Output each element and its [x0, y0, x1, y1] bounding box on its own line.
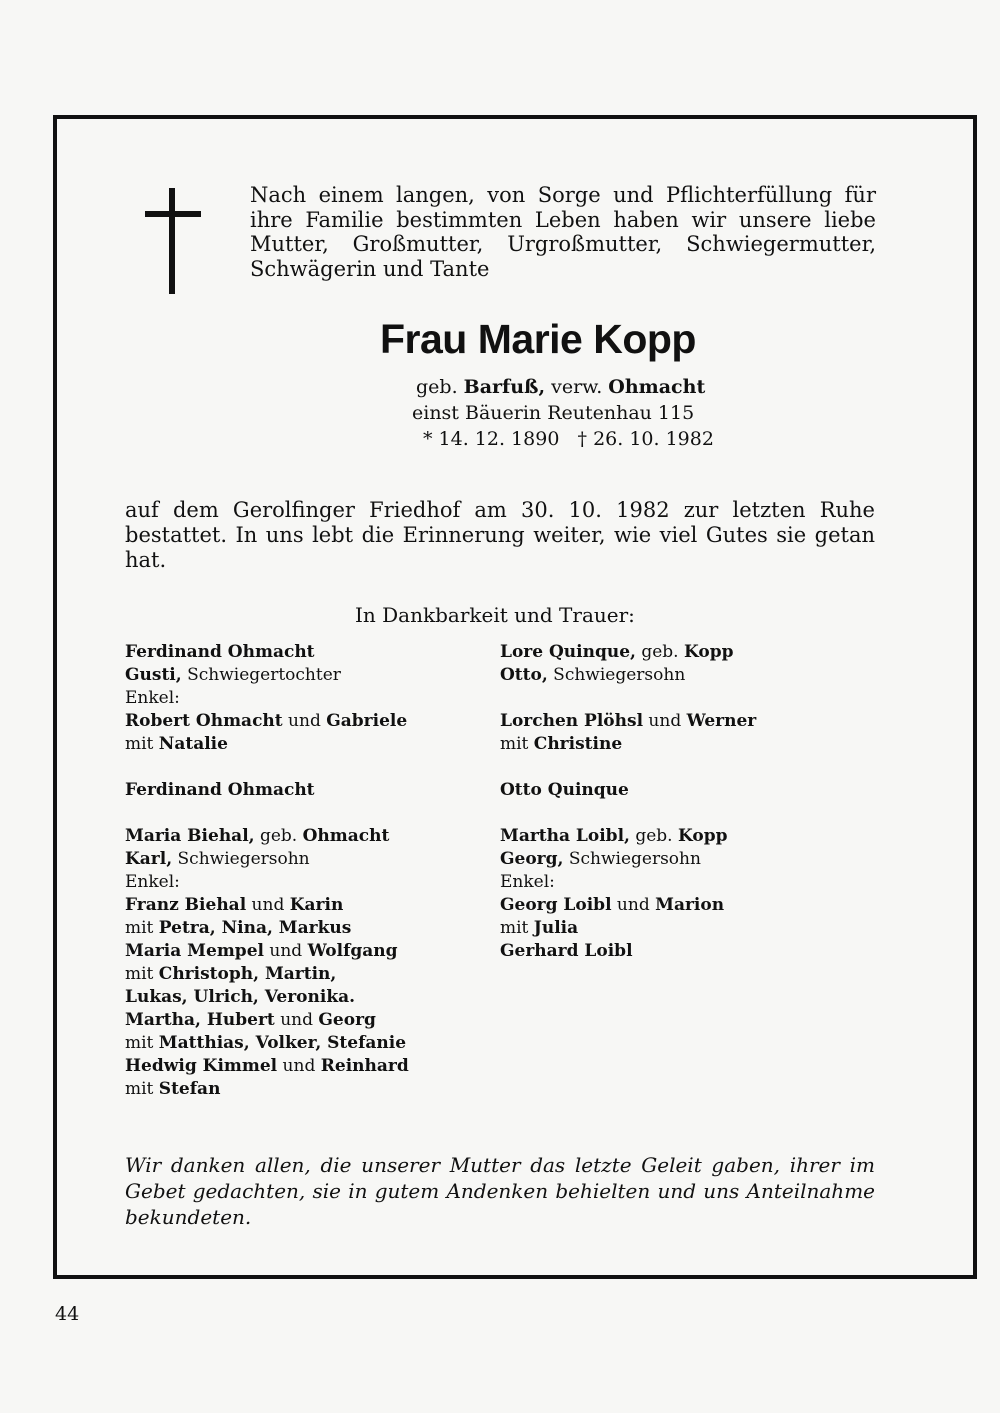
mourner-line: [500, 664, 830, 687]
mourner-line: [500, 894, 830, 917]
mourner-text: und: [643, 711, 687, 731]
mourner-line: [125, 1078, 455, 1101]
born-prefix: geb.: [416, 376, 458, 398]
mourner-text: und: [277, 1056, 321, 1076]
mourner-name: Robert Ohmacht: [125, 711, 283, 731]
intro-text: Nach einem langen, von Sorge und Pflichterfüllung für ihre Familie bestimmten Leben haben wir unsere liebe Mutter, Großmutter, Urgroßmutter, Schwiegermutter, Schwägerin und Tante: [250, 183, 876, 281]
mourner-line: [125, 1032, 455, 1055]
mourner-name: Lore Quinque,: [500, 642, 636, 662]
mourner-name: Reinhard: [320, 1056, 409, 1076]
mourner-name: Karl,: [125, 849, 173, 869]
spacer: [500, 687, 830, 710]
mourner-name: Kopp: [684, 642, 734, 662]
spacer: [125, 802, 455, 825]
mourner-line: [500, 871, 830, 894]
mourner-name: Wolfgang: [307, 941, 398, 961]
mourner-name: Petra, Nina, Markus: [158, 918, 352, 938]
mourner-line: [500, 825, 830, 848]
mourner-name: Gabriele: [326, 711, 408, 731]
spacer: [500, 802, 830, 825]
mourner-text: mit: [125, 734, 159, 754]
birth-name: Barfuß,: [463, 376, 546, 398]
mourner-text: und: [263, 941, 308, 961]
mourner-name: Lorchen Plöhsl: [500, 711, 644, 731]
mourner-line: [500, 848, 830, 871]
mourner-text: und: [274, 1010, 319, 1030]
mourner-name: Martha Loibl,: [500, 826, 630, 846]
mourner-text: Enkel:: [125, 872, 180, 892]
mourner-line: [125, 687, 455, 710]
mourner-line: [125, 963, 455, 986]
mourner-line: [125, 871, 455, 894]
mourner-name: Kopp: [678, 826, 728, 846]
mourner-name: Martha, Hubert: [125, 1010, 275, 1030]
mourner-name: Hedwig Kimmel: [125, 1056, 278, 1076]
mourner-name: Maria Biehal,: [125, 826, 255, 846]
burial-text: auf dem Gerolfinger Friedhof am 30. 10. 1982 zur letzten Ruhe bestattet. In uns lebt die Erinnerung weiter, wie viel Gutes sie getan hat.: [125, 498, 875, 572]
mourner-line: [500, 779, 830, 802]
mourner-line: [500, 710, 830, 733]
mourner-text: mit: [125, 1079, 159, 1099]
closing-thanks: Wir danken allen, die unserer Mutter das letzte Geleit gaben, ihrer im Gebet gedachten, sie in gutem Andenken behielten und uns Anteilnahme bekundeten.: [125, 1153, 875, 1229]
mourner-line: [125, 733, 455, 756]
mourner-text: und: [611, 895, 656, 915]
deceased-name: Frau Marie Kopp: [380, 316, 696, 362]
mourner-name: Stefan: [158, 1079, 221, 1099]
mourner-name: Karin: [289, 895, 344, 915]
mourner-line: [500, 917, 830, 940]
mourner-text: mit: [125, 1033, 159, 1053]
mourner-name: Maria Mempel: [125, 941, 264, 961]
mourner-name: Georg: [318, 1010, 376, 1030]
widowed-prefix: verw.: [551, 376, 603, 398]
mourner-line: [500, 733, 830, 756]
mourner-text: geb.: [629, 826, 678, 846]
mourner-text: Schwiegersohn: [563, 849, 701, 869]
mourner-line: [125, 940, 455, 963]
page-number: 44: [55, 1303, 80, 1325]
mourner-line: [125, 1055, 455, 1078]
deceased-details: [408, 374, 748, 452]
mourner-name: Marion: [655, 895, 725, 915]
mourner-line: [125, 848, 455, 871]
mourner-text: Schwiegertochter: [181, 665, 341, 685]
mourners-left-column: [125, 641, 455, 1101]
mourner-text: und: [246, 895, 290, 915]
mourner-text: mit: [125, 964, 159, 984]
widowed-name: Ohmacht: [608, 376, 706, 398]
mourner-name: Georg Loibl: [500, 895, 612, 915]
mourner-name: Christine: [533, 734, 623, 754]
mourner-line: [125, 825, 455, 848]
mourner-name: Gusti,: [125, 665, 182, 685]
mourner-name: Otto,: [500, 665, 548, 685]
spacer: [500, 756, 830, 779]
mourner-line: [125, 779, 455, 802]
spacer: [125, 756, 455, 779]
mourner-text: mit: [125, 918, 159, 938]
mourner-line: [500, 940, 830, 963]
mourner-line: [125, 710, 455, 733]
mourner-line: [125, 641, 455, 664]
mourner-line: [125, 1009, 455, 1032]
mourner-text: Enkel:: [125, 688, 180, 708]
mourner-name: Natalie: [158, 734, 228, 754]
mourning-line: In Dankbarkeit und Trauer:: [355, 603, 635, 627]
mourner-name: Franz Biehal: [125, 895, 247, 915]
mourner-line: [125, 917, 455, 940]
mourner-name: Ohmacht: [302, 826, 390, 846]
mourner-text: geb.: [254, 826, 303, 846]
mourner-name: Gerhard Loibl: [500, 941, 633, 961]
mourner-name: Matthias, Volker, Stefanie: [158, 1033, 407, 1053]
mourner-text: mit: [500, 918, 534, 938]
mourner-line: [500, 641, 830, 664]
dates-line: * 14. 12. 1890 † 26. 10. 1982: [423, 428, 714, 450]
mourner-name: Georg,: [500, 849, 564, 869]
mourner-text: und: [282, 711, 327, 731]
mourner-name: Lukas, Ulrich, Veronika.: [125, 987, 356, 1007]
mourner-name: Otto Quinque: [500, 780, 629, 800]
occupation-line: einst Bäuerin Reutenhau 115: [412, 402, 695, 424]
mourner-line: [125, 664, 455, 687]
mourner-text: geb.: [635, 642, 684, 662]
mourner-name: Ferdinand Ohmacht: [125, 780, 315, 800]
mourner-text: mit: [500, 734, 534, 754]
mourner-text: Schwiegersohn: [172, 849, 310, 869]
mourner-line: [125, 894, 455, 917]
mourner-name: Ferdinand Ohmacht: [125, 642, 315, 662]
mourner-name: Werner: [686, 711, 757, 731]
mourners-right-column: [500, 641, 830, 963]
mourner-text: Enkel:: [500, 872, 555, 892]
mourner-text: Schwiegersohn: [547, 665, 686, 685]
mourner-name: Christoph, Martin,: [158, 964, 337, 984]
mourner-name: Julia: [533, 918, 579, 938]
mourner-line: [125, 986, 455, 1009]
birth-widow-line: [408, 374, 748, 400]
